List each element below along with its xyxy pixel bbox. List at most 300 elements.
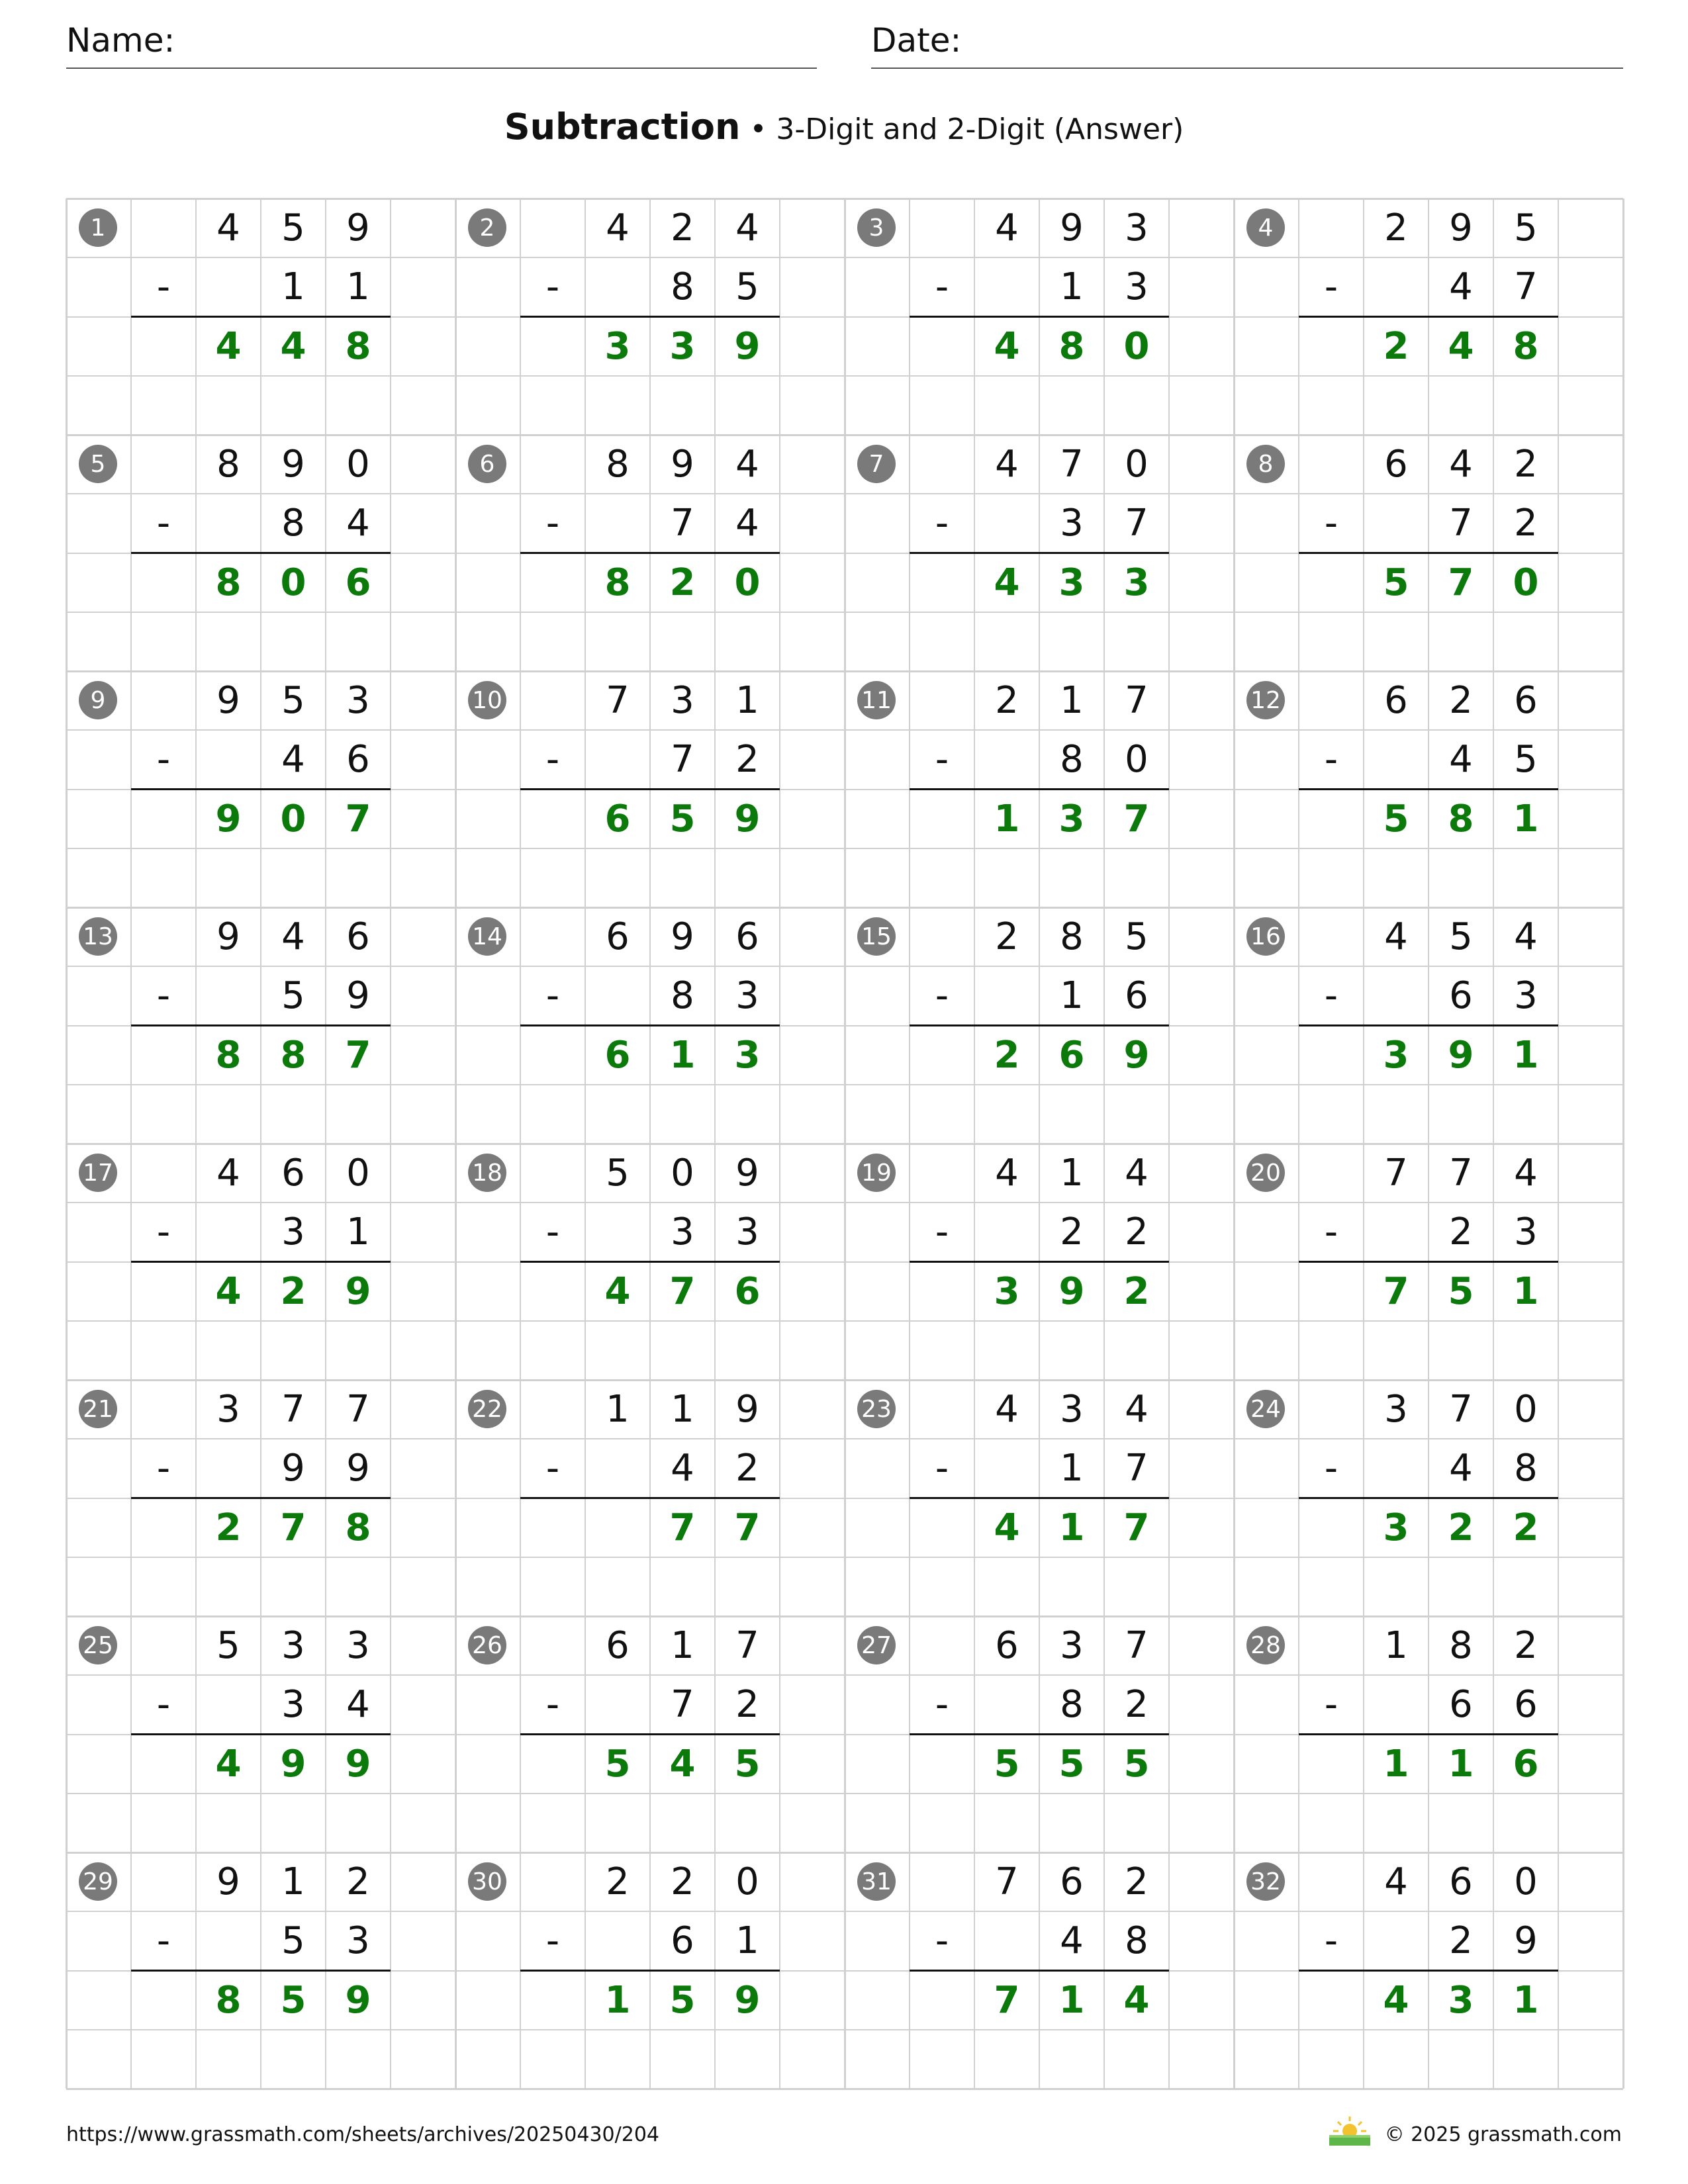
answer-rule-line bbox=[910, 552, 1169, 554]
subtrahend-digit: 3 bbox=[1060, 502, 1084, 545]
subtrahend-digit: 3 bbox=[1514, 974, 1538, 1018]
problem-number-badge: 25 bbox=[79, 1626, 117, 1664]
problem-number-badge: 14 bbox=[468, 917, 506, 956]
subtrahend-digit: 1 bbox=[1060, 1447, 1084, 1490]
problem-number-badge: 1 bbox=[79, 208, 117, 247]
minuend-digit: 5 bbox=[281, 679, 305, 723]
answer-digit: 4 bbox=[1123, 1978, 1150, 2022]
answer-digit: 2 bbox=[280, 1269, 306, 1313]
minuend-digit: 2 bbox=[995, 679, 1019, 723]
answer-digit: 1 bbox=[1058, 1506, 1085, 1549]
answer-digit: 3 bbox=[1058, 561, 1085, 604]
page-title bbox=[0, 106, 1688, 148]
subtrahend-digit: 2 bbox=[735, 1447, 759, 1490]
minuend-digit: 4 bbox=[1125, 1152, 1149, 1195]
problem-number-badge: 17 bbox=[79, 1154, 117, 1192]
answer-rule-line bbox=[910, 1970, 1169, 1972]
answer-digit: 6 bbox=[345, 561, 371, 604]
answer-digit: 5 bbox=[1448, 1269, 1474, 1313]
subtrahend-digit: 2 bbox=[1125, 1683, 1149, 1727]
minuend-digit: 5 bbox=[1514, 206, 1538, 250]
minuend-digit: 4 bbox=[1384, 915, 1408, 959]
minus-operator: - bbox=[1324, 974, 1338, 1018]
problem-number-badge: 4 bbox=[1246, 208, 1285, 247]
title-subtitle: • 3-Digit and 2-Digit (Answer) bbox=[740, 113, 1184, 146]
minuend-digit: 7 bbox=[995, 1860, 1019, 1904]
minuend-digit: 4 bbox=[1514, 1152, 1538, 1195]
subtrahend-digit: 6 bbox=[346, 738, 370, 782]
minuend-digit: 1 bbox=[735, 679, 759, 723]
minus-operator: - bbox=[156, 1210, 171, 1254]
answer-rule-line bbox=[520, 316, 780, 318]
subtrahend-digit: 6 bbox=[1125, 974, 1149, 1018]
answer-digit: 2 bbox=[669, 561, 696, 604]
minus-operator: - bbox=[935, 974, 949, 1018]
minuend-digit: 7 bbox=[1449, 1388, 1473, 1432]
answer-digit: 7 bbox=[669, 1506, 696, 1549]
answer-rule-line bbox=[131, 552, 391, 554]
subtrahend-digit: 4 bbox=[346, 502, 370, 545]
minuend-digit: 3 bbox=[1125, 206, 1149, 250]
answer-digit: 4 bbox=[1383, 1978, 1409, 2022]
answer-rule-line bbox=[1299, 1733, 1558, 1735]
subtrahend-digit: 7 bbox=[1514, 265, 1538, 309]
problem-number-badge: 29 bbox=[79, 1862, 117, 1901]
minuend-digit: 9 bbox=[281, 443, 305, 486]
answer-digit: 4 bbox=[994, 324, 1020, 368]
minuend-digit: 9 bbox=[216, 915, 240, 959]
minuend-digit: 6 bbox=[606, 1624, 630, 1668]
minuend-digit: 5 bbox=[1449, 915, 1473, 959]
minus-operator: - bbox=[545, 974, 560, 1018]
grass-sun-logo-icon bbox=[1327, 2115, 1373, 2147]
subtrahend-digit: 5 bbox=[1514, 738, 1538, 782]
answer-digit: 6 bbox=[1058, 1033, 1085, 1077]
subtrahend-digit: 7 bbox=[671, 738, 694, 782]
minuend-digit: 6 bbox=[606, 915, 630, 959]
answer-digit: 9 bbox=[734, 324, 761, 368]
answer-digit: 1 bbox=[1513, 1978, 1539, 2022]
answer-digit: 9 bbox=[734, 1978, 761, 2022]
answer-rule-line bbox=[131, 316, 391, 318]
answer-digit: 8 bbox=[215, 561, 242, 604]
answer-digit: 4 bbox=[994, 1506, 1020, 1549]
answer-rule-line bbox=[1299, 552, 1558, 554]
minus-operator: - bbox=[935, 1210, 949, 1254]
minus-operator: - bbox=[1324, 265, 1338, 309]
answer-digit: 6 bbox=[734, 1269, 761, 1313]
answer-digit: 9 bbox=[215, 797, 242, 841]
answer-digit: 3 bbox=[1383, 1033, 1409, 1077]
answer-digit: 7 bbox=[1123, 797, 1150, 841]
minuend-digit: 6 bbox=[1384, 679, 1408, 723]
problem-number-badge: 30 bbox=[468, 1862, 506, 1901]
minuend-digit: 4 bbox=[995, 1152, 1019, 1195]
minus-operator: - bbox=[935, 1919, 949, 1963]
subtrahend-digit: 3 bbox=[346, 1919, 370, 1963]
subtrahend-digit: 5 bbox=[281, 1919, 305, 1963]
minuend-digit: 5 bbox=[1125, 915, 1149, 959]
minuend-digit: 4 bbox=[735, 443, 759, 486]
answer-digit: 2 bbox=[994, 1033, 1020, 1077]
subtrahend-digit: 1 bbox=[281, 265, 305, 309]
answer-digit: 9 bbox=[280, 1742, 306, 1786]
answer-rule-line bbox=[910, 1497, 1169, 1499]
subtrahend-digit: 7 bbox=[1449, 502, 1473, 545]
answer-digit: 0 bbox=[1513, 561, 1539, 604]
problem-number-badge: 23 bbox=[857, 1390, 896, 1428]
answer-digit: 3 bbox=[734, 1033, 761, 1077]
subtrahend-digit: 3 bbox=[735, 1210, 759, 1254]
answer-rule-line bbox=[131, 1261, 391, 1263]
answer-digit: 0 bbox=[280, 561, 306, 604]
minuend-digit: 7 bbox=[1060, 443, 1084, 486]
subtrahend-digit: 8 bbox=[671, 265, 694, 309]
answer-rule-line bbox=[1299, 1970, 1558, 1972]
answer-rule-line bbox=[910, 1024, 1169, 1026]
answer-digit: 4 bbox=[280, 324, 306, 368]
answer-digit: 8 bbox=[345, 1506, 371, 1549]
name-label: Name: bbox=[66, 21, 175, 60]
problem-number-badge: 3 bbox=[857, 208, 896, 247]
minus-operator: - bbox=[156, 974, 171, 1018]
answer-digit: 6 bbox=[1513, 1742, 1539, 1786]
answer-digit: 5 bbox=[604, 1742, 631, 1786]
minuend-digit: 6 bbox=[281, 1152, 305, 1195]
subtrahend-digit: 5 bbox=[735, 265, 759, 309]
answer-rule-line bbox=[1299, 316, 1558, 318]
subtrahend-digit: 3 bbox=[281, 1210, 305, 1254]
answer-digit: 1 bbox=[1513, 1033, 1539, 1077]
minuend-digit: 2 bbox=[606, 1860, 630, 1904]
subtrahend-digit: 7 bbox=[671, 502, 694, 545]
subtrahend-digit: 1 bbox=[1060, 974, 1084, 1018]
answer-digit: 6 bbox=[604, 797, 631, 841]
answer-digit: 8 bbox=[280, 1033, 306, 1077]
answer-rule-line bbox=[910, 1261, 1169, 1263]
minuend-digit: 3 bbox=[671, 679, 694, 723]
answer-digit: 3 bbox=[1383, 1506, 1409, 1549]
answer-digit: 2 bbox=[1448, 1506, 1474, 1549]
problem-number-badge: 26 bbox=[468, 1626, 506, 1664]
minuend-digit: 9 bbox=[346, 206, 370, 250]
minuend-digit: 3 bbox=[1060, 1624, 1084, 1668]
minuend-digit: 2 bbox=[1514, 1624, 1538, 1668]
subtrahend-digit: 7 bbox=[671, 1683, 694, 1727]
answer-digit: 8 bbox=[1448, 797, 1474, 841]
problem-number-badge: 24 bbox=[1246, 1390, 1285, 1428]
answer-digit: 1 bbox=[669, 1033, 696, 1077]
answer-digit: 3 bbox=[669, 324, 696, 368]
minus-operator: - bbox=[545, 1447, 560, 1490]
minuend-digit: 4 bbox=[1125, 1388, 1149, 1432]
subtrahend-digit: 8 bbox=[1060, 1683, 1084, 1727]
minuend-digit: 1 bbox=[1384, 1624, 1408, 1668]
answer-digit: 7 bbox=[345, 1033, 371, 1077]
answer-digit: 0 bbox=[1123, 324, 1150, 368]
answer-digit: 5 bbox=[1123, 1742, 1150, 1786]
subtrahend-digit: 9 bbox=[346, 974, 370, 1018]
answer-digit: 4 bbox=[1448, 324, 1474, 368]
problem-number-badge: 7 bbox=[857, 445, 896, 483]
minuend-digit: 0 bbox=[735, 1860, 759, 1904]
answer-digit: 2 bbox=[1123, 1269, 1150, 1313]
answer-digit: 8 bbox=[345, 324, 371, 368]
minus-operator: - bbox=[156, 1447, 171, 1490]
minuend-digit: 3 bbox=[216, 1388, 240, 1432]
minuend-digit: 2 bbox=[1125, 1860, 1149, 1904]
answer-digit: 1 bbox=[1513, 1269, 1539, 1313]
answer-digit: 7 bbox=[345, 797, 371, 841]
subtrahend-digit: 6 bbox=[671, 1919, 694, 1963]
answer-digit: 1 bbox=[1448, 1742, 1474, 1786]
answer-digit: 3 bbox=[1123, 561, 1150, 604]
minuend-digit: 9 bbox=[1449, 206, 1473, 250]
minuend-digit: 7 bbox=[735, 1624, 759, 1668]
problem-number-badge: 13 bbox=[79, 917, 117, 956]
answer-digit: 1 bbox=[994, 797, 1020, 841]
answer-rule-line bbox=[910, 316, 1169, 318]
minuend-digit: 1 bbox=[281, 1860, 305, 1904]
answer-digit: 4 bbox=[215, 324, 242, 368]
problem-number-badge: 15 bbox=[857, 917, 896, 956]
answer-digit: 7 bbox=[734, 1506, 761, 1549]
subtrahend-digit: 1 bbox=[735, 1919, 759, 1963]
minuend-digit: 6 bbox=[1514, 679, 1538, 723]
answer-rule-line bbox=[520, 1024, 780, 1026]
minuend-digit: 4 bbox=[995, 1388, 1019, 1432]
subtrahend-digit: 3 bbox=[735, 974, 759, 1018]
minuend-digit: 6 bbox=[735, 915, 759, 959]
answer-digit: 1 bbox=[1513, 797, 1539, 841]
answer-rule-line bbox=[520, 1497, 780, 1499]
minuend-digit: 1 bbox=[606, 1388, 630, 1432]
answer-digit: 0 bbox=[280, 797, 306, 841]
answer-digit: 5 bbox=[669, 797, 696, 841]
minus-operator: - bbox=[545, 1683, 560, 1727]
subtrahend-digit: 0 bbox=[1125, 738, 1149, 782]
subtrahend-digit: 4 bbox=[1449, 1447, 1473, 1490]
answer-rule-line bbox=[131, 1024, 391, 1026]
minus-operator: - bbox=[1324, 1210, 1338, 1254]
minuend-digit: 8 bbox=[1060, 915, 1084, 959]
minuend-digit: 7 bbox=[606, 679, 630, 723]
minus-operator: - bbox=[156, 738, 171, 782]
answer-rule-line bbox=[520, 1733, 780, 1735]
answer-rule-line bbox=[520, 1970, 780, 1972]
subtrahend-digit: 7 bbox=[1125, 1447, 1149, 1490]
minuend-digit: 5 bbox=[606, 1152, 630, 1195]
answer-rule-line bbox=[1299, 1497, 1558, 1499]
minuend-digit: 4 bbox=[1384, 1860, 1408, 1904]
problem-number-badge: 6 bbox=[468, 445, 506, 483]
name-line[interactable] bbox=[66, 68, 817, 69]
answer-digit: 9 bbox=[734, 797, 761, 841]
date-label: Date: bbox=[871, 21, 962, 60]
subtrahend-digit: 3 bbox=[1514, 1210, 1538, 1254]
subtrahend-digit: 6 bbox=[1449, 1683, 1473, 1727]
footer-copyright: © 2025 grassmath.com bbox=[1384, 2123, 1622, 2146]
subtrahend-digit: 2 bbox=[1125, 1210, 1149, 1254]
problem-number-badge: 32 bbox=[1246, 1862, 1285, 1901]
minuend-digit: 0 bbox=[671, 1152, 694, 1195]
answer-digit: 8 bbox=[215, 1978, 242, 2022]
minuend-digit: 2 bbox=[995, 915, 1019, 959]
problem-number-badge: 9 bbox=[79, 681, 117, 719]
answer-digit: 4 bbox=[604, 1269, 631, 1313]
problem-number-badge: 27 bbox=[857, 1626, 896, 1664]
subtrahend-digit: 3 bbox=[281, 1683, 305, 1727]
minuend-digit: 9 bbox=[735, 1388, 759, 1432]
minus-operator: - bbox=[935, 265, 949, 309]
footer-url: https://www.grassmath.com/sheets/archives/20250430/204 bbox=[66, 2123, 660, 2146]
problem-number-badge: 18 bbox=[468, 1154, 506, 1192]
minuend-digit: 6 bbox=[995, 1624, 1019, 1668]
answer-rule-line bbox=[520, 1261, 780, 1263]
answer-digit: 5 bbox=[734, 1742, 761, 1786]
answer-digit: 2 bbox=[1383, 324, 1409, 368]
minuend-digit: 8 bbox=[216, 443, 240, 486]
minuend-digit: 2 bbox=[1514, 443, 1538, 486]
problem-number-badge: 8 bbox=[1246, 445, 1285, 483]
minuend-digit: 9 bbox=[1060, 206, 1084, 250]
minus-operator: - bbox=[545, 738, 560, 782]
minuend-digit: 4 bbox=[606, 206, 630, 250]
minus-operator: - bbox=[1324, 1919, 1338, 1963]
minuend-digit: 7 bbox=[1125, 1624, 1149, 1668]
subtrahend-digit: 2 bbox=[1449, 1210, 1473, 1254]
answer-digit: 3 bbox=[604, 324, 631, 368]
minus-operator: - bbox=[545, 265, 560, 309]
minuend-digit: 3 bbox=[1384, 1388, 1408, 1432]
minuend-digit: 7 bbox=[281, 1388, 305, 1432]
answer-digit: 3 bbox=[994, 1269, 1020, 1313]
subtrahend-digit: 2 bbox=[735, 738, 759, 782]
answer-digit: 5 bbox=[994, 1742, 1020, 1786]
answer-digit: 5 bbox=[1383, 561, 1409, 604]
minuend-digit: 2 bbox=[1384, 206, 1408, 250]
minus-operator: - bbox=[156, 502, 171, 545]
answer-digit: 4 bbox=[215, 1742, 242, 1786]
subtrahend-digit: 9 bbox=[281, 1447, 305, 1490]
minuend-digit: 3 bbox=[281, 1624, 305, 1668]
minuend-digit: 0 bbox=[346, 1152, 370, 1195]
subtrahend-digit: 2 bbox=[1060, 1210, 1084, 1254]
problem-number-badge: 12 bbox=[1246, 681, 1285, 719]
answer-digit: 0 bbox=[734, 561, 761, 604]
minuend-digit: 4 bbox=[1514, 915, 1538, 959]
answer-digit: 9 bbox=[1123, 1033, 1150, 1077]
subtrahend-digit: 4 bbox=[735, 502, 759, 545]
problem-number-badge: 28 bbox=[1246, 1626, 1285, 1664]
answer-rule-line bbox=[131, 1733, 391, 1735]
answer-digit: 9 bbox=[345, 1269, 371, 1313]
subtrahend-digit: 3 bbox=[671, 1210, 694, 1254]
minuend-digit: 4 bbox=[1449, 443, 1473, 486]
problem-number-badge: 20 bbox=[1246, 1154, 1285, 1192]
minuend-digit: 3 bbox=[1060, 1388, 1084, 1432]
minus-operator: - bbox=[1324, 1683, 1338, 1727]
subtrahend-digit: 4 bbox=[281, 738, 305, 782]
problem-number-badge: 19 bbox=[857, 1154, 896, 1192]
minuend-digit: 4 bbox=[735, 206, 759, 250]
minus-operator: - bbox=[156, 1683, 171, 1727]
answer-rule-line bbox=[1299, 1024, 1558, 1026]
minuend-digit: 6 bbox=[346, 915, 370, 959]
answer-digit: 7 bbox=[669, 1269, 696, 1313]
minuend-digit: 9 bbox=[216, 1860, 240, 1904]
minus-operator: - bbox=[935, 1447, 949, 1490]
minuend-digit: 0 bbox=[1514, 1388, 1538, 1432]
answer-digit: 7 bbox=[280, 1506, 306, 1549]
problem-number-badge: 16 bbox=[1246, 917, 1285, 956]
subtrahend-digit: 4 bbox=[671, 1447, 694, 1490]
subtrahend-digit: 4 bbox=[346, 1683, 370, 1727]
minuend-digit: 2 bbox=[671, 206, 694, 250]
answer-digit: 1 bbox=[1058, 1978, 1085, 2022]
answer-rule-line bbox=[131, 788, 391, 790]
minuend-digit: 6 bbox=[1060, 1860, 1084, 1904]
answer-digit: 5 bbox=[669, 1978, 696, 2022]
minuend-digit: 3 bbox=[346, 679, 370, 723]
minus-operator: - bbox=[156, 1919, 171, 1963]
minuend-digit: 9 bbox=[735, 1152, 759, 1195]
answer-digit: 9 bbox=[345, 1978, 371, 2022]
minuend-digit: 7 bbox=[346, 1388, 370, 1432]
minuend-digit: 0 bbox=[1514, 1860, 1538, 1904]
minuend-digit: 4 bbox=[281, 915, 305, 959]
minuend-digit: 9 bbox=[216, 679, 240, 723]
date-line[interactable] bbox=[871, 68, 1623, 69]
subtrahend-digit: 8 bbox=[671, 974, 694, 1018]
answer-digit: 2 bbox=[1513, 1506, 1539, 1549]
subtrahend-digit: 4 bbox=[1060, 1919, 1084, 1963]
subtrahend-digit: 3 bbox=[1125, 265, 1149, 309]
minuend-digit: 5 bbox=[281, 206, 305, 250]
minus-operator: - bbox=[935, 502, 949, 545]
answer-digit: 7 bbox=[1123, 1506, 1150, 1549]
answer-digit: 1 bbox=[1383, 1742, 1409, 1786]
minuend-digit: 2 bbox=[346, 1860, 370, 1904]
problem-number-badge: 10 bbox=[468, 681, 506, 719]
subtrahend-digit: 1 bbox=[346, 1210, 370, 1254]
answer-rule-line bbox=[1299, 1261, 1558, 1263]
minus-operator: - bbox=[545, 1919, 560, 1963]
grid-line-horizontal bbox=[66, 2088, 1623, 2090]
minuend-digit: 4 bbox=[995, 443, 1019, 486]
answer-digit: 9 bbox=[1448, 1033, 1474, 1077]
answer-digit: 2 bbox=[215, 1506, 242, 1549]
problem-number-badge: 5 bbox=[79, 445, 117, 483]
answer-digit: 3 bbox=[1058, 797, 1085, 841]
subtrahend-digit: 2 bbox=[735, 1683, 759, 1727]
subtrahend-digit: 8 bbox=[1125, 1919, 1149, 1963]
minuend-digit: 6 bbox=[1384, 443, 1408, 486]
title-main: Subtraction bbox=[504, 106, 741, 148]
minuend-digit: 1 bbox=[1060, 679, 1084, 723]
answer-digit: 1 bbox=[604, 1978, 631, 2022]
subtrahend-digit: 4 bbox=[1449, 265, 1473, 309]
subtrahend-digit: 4 bbox=[1449, 738, 1473, 782]
answer-digit: 7 bbox=[994, 1978, 1020, 2022]
problem-number-badge: 2 bbox=[468, 208, 506, 247]
minuend-digit: 4 bbox=[216, 1152, 240, 1195]
subtrahend-digit: 8 bbox=[1514, 1447, 1538, 1490]
problem-number-badge: 22 bbox=[468, 1390, 506, 1428]
subtrahend-digit: 2 bbox=[1449, 1919, 1473, 1963]
minuend-digit: 3 bbox=[346, 1624, 370, 1668]
minuend-digit: 5 bbox=[216, 1624, 240, 1668]
